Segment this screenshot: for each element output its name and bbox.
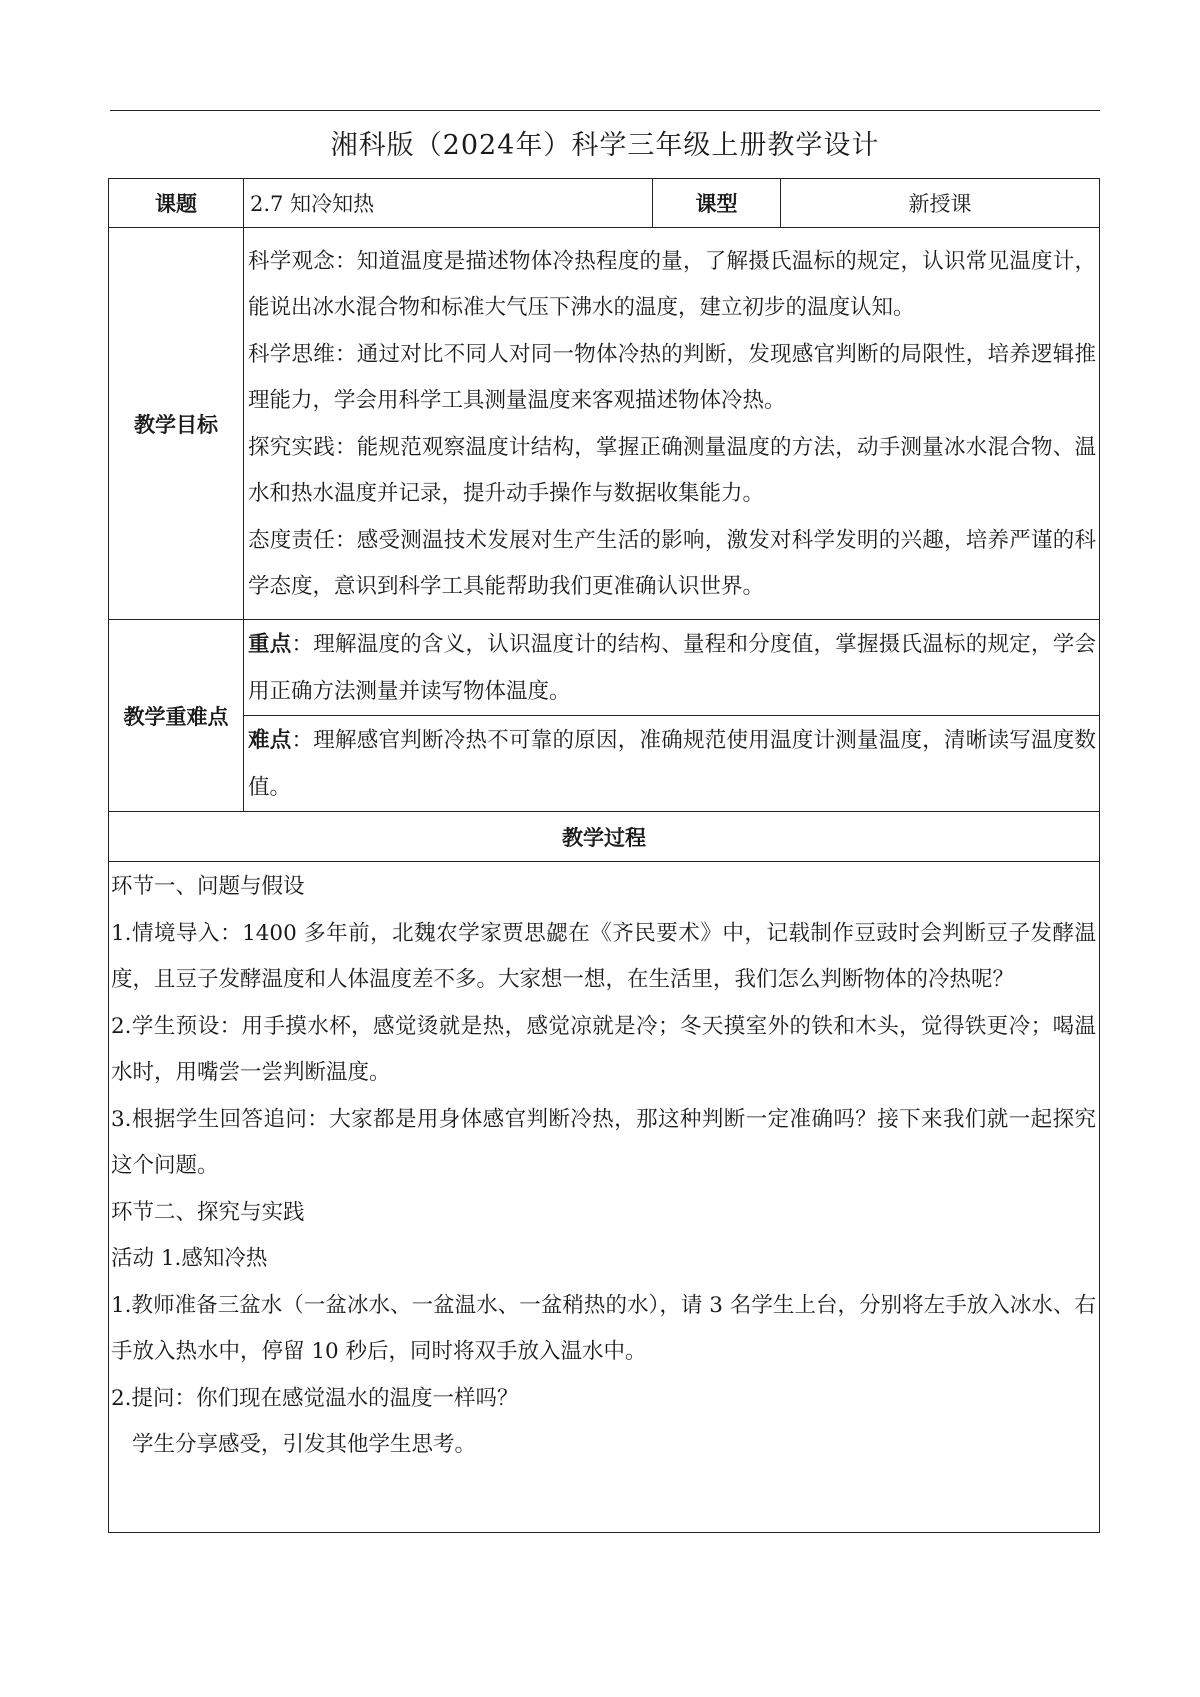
topic-label: 课题 xyxy=(109,179,244,228)
difficulty-paragraph xyxy=(248,718,1096,811)
focus-cell xyxy=(244,620,1100,716)
difficulty-text: ：理解感官判断冷热不可靠的原因，准确规范使用温度计测量温度，清晰读写温度数值。 xyxy=(248,728,1096,800)
document-title: 湘科版（2024年）科学三年级上册教学设计 xyxy=(330,130,880,161)
objective-science-thinking: 科学思维：通过对比不同人对同一物体冷热的判断，发现感官判断的局限性，培养逻辑推理能力，学会用科学工具测量温度来客观描述物体冷热。 xyxy=(248,341,1096,413)
process-heading: 教学过程 xyxy=(109,812,1100,862)
student-presets: 2.学生预设：用手摸水杯，感觉烫就是热，感觉凉就是冷；冬天摸室外的铁和木头，觉得铁更冷；喝温水时，用嘴尝一尝判断温度。 xyxy=(111,1013,1096,1085)
objectives-row xyxy=(109,228,1100,620)
student-sharing: 学生分享感受，引发其他学生思考。 xyxy=(132,1432,477,1457)
difficulty-cell xyxy=(244,716,1100,812)
key-points-label: 教学重难点 xyxy=(109,620,244,812)
focus-text: ：理解温度的含义，认识温度计的结构、量程和分度值，掌握摄氏温标的规定，学会用正确方法测量并读写物体温度。 xyxy=(248,632,1096,704)
follow-up-question: 3.根据学生回答追问：大家都是用身体感官判断冷热，那这种判断一定准确吗？接下来我们就一起探究这个问题。 xyxy=(111,1106,1096,1178)
focus-label: 重点 xyxy=(248,632,292,657)
focus-row xyxy=(109,620,1100,716)
activity-one-heading: 活动 1.感知冷热 xyxy=(111,1246,268,1271)
activity-one-step-1: 1.教师准备三盆水（一盆冰水、一盆温水、一盆稍热的水），请 3 名学生上台，分别将左手放入冰水、右手放入热水中，停留 10 秒后，同时将双手放入温水中。 xyxy=(111,1292,1096,1364)
lesson-type-value: 新授课 xyxy=(781,179,1100,228)
top-rule xyxy=(110,110,1100,111)
objective-attitude-responsibility: 态度责任：感受测温技术发展对生产生活的影响，激发对科学发明的兴趣，培养严谨的科学态度，意识到科学工具能帮助我们更准确认识世界。 xyxy=(248,527,1096,599)
process-content-row xyxy=(109,862,1100,1533)
focus-paragraph xyxy=(248,622,1096,715)
lesson-plan-table xyxy=(108,178,1100,1533)
lesson-type-label: 课型 xyxy=(653,179,781,228)
difficulty-label: 难点 xyxy=(248,728,292,753)
scenario-introduction: 1.情境导入：1400 多年前，北魏农学家贾思勰在《齐民要术》中，记载制作豆豉时会判断豆子发酵温度，且豆子发酵温度和人体温度差不多。大家想一想，在生活里，我们怎么判断物体的冷热呢？ xyxy=(111,920,1096,992)
objective-science-concept: 科学观念：知道温度是描述物体冷热程度的量，了解摄氏温标的规定，认识常见温度计，能说出冰水混合物和标准大气压下沸水的温度，建立初步的温度认知。 xyxy=(248,248,1096,320)
difficulty-row xyxy=(109,716,1100,812)
process-content xyxy=(109,862,1100,1533)
header-row xyxy=(109,179,1100,228)
stage-two-heading: 环节二、探究与实践 xyxy=(111,1199,305,1225)
objectives-content xyxy=(244,228,1100,620)
process-heading-row xyxy=(109,812,1100,862)
stage-one-heading: 环节一、问题与假设 xyxy=(111,874,305,899)
activity-one-step-2: 2.提问：你们现在感觉温水的温度一样吗？ xyxy=(111,1385,519,1411)
objectives-label: 教学目标 xyxy=(109,228,244,620)
topic-value: 2.7 知冷知热 xyxy=(244,179,653,228)
objective-inquiry-practice: 探究实践：能规范观察温度计结构，掌握正确测量温度的方法，动手测量冰水混合物、温水和热水温度并记录，提升动手操作与数据收集能力。 xyxy=(248,434,1096,506)
